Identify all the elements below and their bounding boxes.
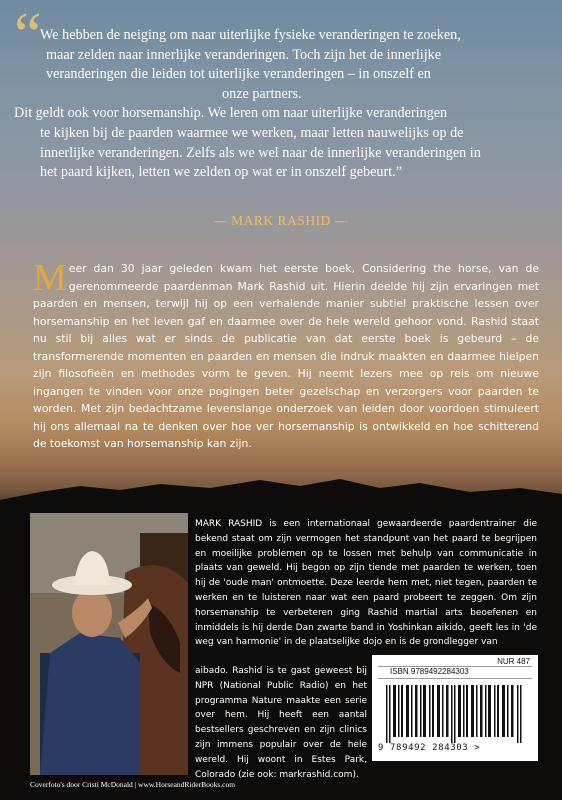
blurb-text: eer dan 30 jaar geleden kwam het eerste boek, Considering the horse, van de gerenommeerde paardenman Mark Rashid uit. Hierin deelde hij zijn ervaringen met paarden en mensen, terwijl hij op een verhalende manier subtiel praktische lessen over horsemanship en het leven gaf en daarmee over de hele wereld gehoor vond. Rashid staat nu stil bij alles wat er sinds de publicatie van dat eerste boek is gebeurd – de transformerende momenten en paarden en mensen die indruk maakten en daarmee hielpen zijn filosofieën en methodes vorm te geven. Hij neemt lezers mee op reis om nieuwe ingangen te vinden voor onze pogingen beter gezelschap en verzorgers voor paarden te worden. Met zijn bedachtzame levenslange onderzoek van leiden door voordoen stimuleert hij ons allemaal na te denken over hoe ver horsemanship is ontwikkeld en hoe schitterend de toekomst van horsemanship kan zijn. — [33, 262, 539, 450]
barcode-box — [372, 655, 538, 761]
divider — [378, 678, 532, 679]
author-photo — [30, 513, 188, 775]
quote-line: het paard kijken, letten we zelden op wat er in onszelf gebeurt.” — [40, 164, 403, 181]
quote-line: Dit geldt ook voor horsemanship. We leren om naar uiterlijke veranderingen — [14, 105, 448, 122]
isbn-text: ISBN 9789492284303 — [390, 667, 469, 676]
quote-line: innerlijke veranderingen. Zelfs als we wel naar de innerlijke veranderingen in — [40, 144, 481, 161]
quote-mark: “ — [14, 1, 42, 69]
nur-code: NUR 487 — [497, 657, 530, 666]
barcode-bars — [386, 685, 524, 743]
dropcap: M — [33, 257, 67, 299]
blurb-paragraph — [33, 257, 539, 453]
quote-block — [14, 26, 548, 183]
quote-line: onze partners. — [222, 85, 302, 102]
quote-line: maar zelden naar innerlijke veranderingen. Toch zijn het de innerlijke — [46, 46, 442, 63]
author-bio-lower: aibado. Rashid is te gast geweest bij NPR (National Public Radio) en het programma Nature maakte een serie over hem. Hij heeft een aantal bestsellers geschreven en zijn clinics zijn immens populair over de hele wereld. Hij woont in Estes Park, Colorado (zie ook: markrashid.com). — [195, 666, 367, 780]
quote-line: te kijken bij de paarden waarmee we werken, maar letten nauwelijks op de — [40, 124, 464, 141]
quote-line: We hebben de neiging om naar uiterlijke fysieke veranderingen te zoeken, — [40, 27, 461, 43]
barcode-digits: 9 789492 284303 > — [378, 743, 481, 753]
quote-line: veranderingen die leiden tot uiterlijke veranderingen – in onszelf en — [46, 66, 431, 83]
quote-attribution: — MARK RASHID — — [213, 213, 349, 228]
author-bio-upper: MARK RASHID is een internationaal gewaardeerde paardentrainer die bekend staat om zijn vermogen het standpunt van het paard te begrijpen en moeilijke problemen op te lossen met behulp van communicatie in plaats van geweld. Hij begon op zijn tiende met paarden te werken, toen hij de 'oude man' ontmoette. Deze leerde hem met, niet tegen, paarden te werken en te luisteren naar wat een paard probeert te zeggen. Om zijn horsemanship te verbeteren ging Rashid martial arts beoefenen en inmiddels is hij derde Dan zwarte band in Yoshinkan aikido, geeft les in 'de weg van harmonie' in de plaatselijke dojo en is de grondlegger van — [195, 519, 537, 648]
photo-credit: Coverfoto's door Cristi McDonald | www.HorseandRiderBooks.com — [30, 780, 236, 789]
